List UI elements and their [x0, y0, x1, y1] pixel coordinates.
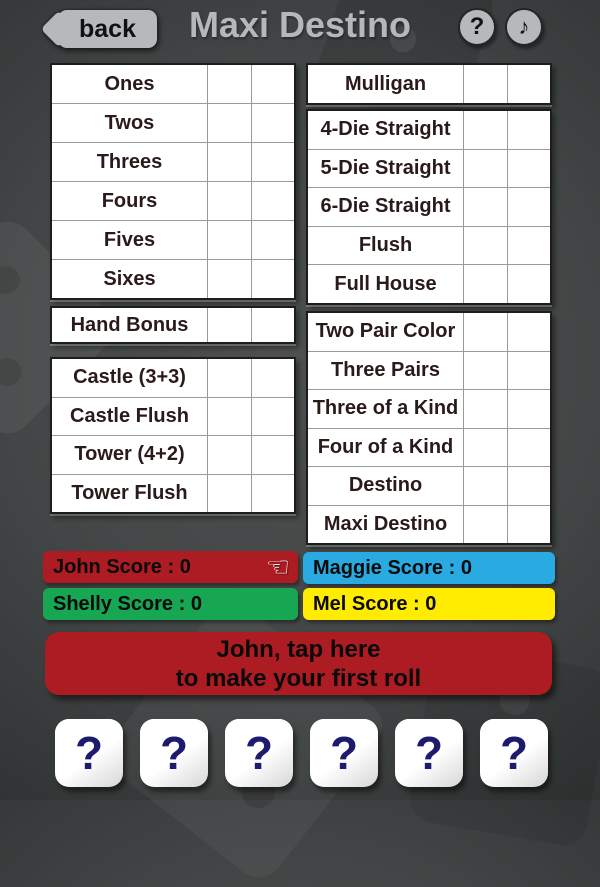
score-cell[interactable] [464, 227, 508, 265]
score-cell[interactable] [252, 221, 295, 259]
score-cell[interactable] [508, 506, 551, 544]
mulligan-table [306, 63, 552, 105]
score-cell[interactable] [464, 467, 508, 505]
row-label: Ones [52, 65, 208, 103]
row-label: Maxi Destino [308, 506, 464, 544]
row-label: Two Pair Color [308, 313, 464, 351]
score-row-castle [52, 359, 294, 398]
score-cell[interactable] [208, 475, 252, 513]
score-row-fives [52, 221, 294, 260]
die-6[interactable] [480, 719, 548, 787]
score-cell[interactable] [208, 260, 252, 298]
upper-section-table [50, 63, 296, 300]
score-row-fours [52, 182, 294, 221]
score-cell[interactable] [508, 150, 551, 188]
row-label: Tower Flush [52, 475, 208, 513]
score-cell[interactable] [208, 308, 252, 342]
player-score-bar-john[interactable] [43, 551, 298, 583]
back-button-label: back [79, 14, 136, 43]
castle-tower-table [50, 357, 296, 514]
score-cell[interactable] [252, 359, 295, 397]
score-cell[interactable] [464, 111, 508, 149]
score-row-three-pairs [308, 352, 550, 391]
score-row-three-of-a-kind [308, 390, 550, 429]
row-label: Sixes [52, 260, 208, 298]
player-score-label: Mel Score : 0 [313, 592, 437, 615]
straights-table [306, 109, 552, 305]
score-cell[interactable] [508, 352, 551, 390]
player-score-label: Shelly Score : 0 [53, 592, 202, 615]
score-row-destino [308, 467, 550, 506]
score-cell[interactable] [508, 313, 551, 351]
score-cell[interactable] [508, 188, 551, 226]
score-row-maxi-destino [308, 506, 550, 544]
score-row-ones [52, 65, 294, 104]
roll-button-line2: to make your first roll [175, 664, 422, 692]
roll-button-line1: John, tap here [216, 635, 381, 663]
score-cell[interactable] [464, 352, 508, 390]
score-cell[interactable] [252, 308, 295, 342]
die-face-unknown: ? [499, 727, 529, 779]
score-row-flush [308, 227, 550, 266]
score-row-hand-bonus [52, 308, 294, 342]
score-row-tower [52, 436, 294, 475]
score-cell[interactable] [208, 104, 252, 142]
score-cell[interactable] [464, 150, 508, 188]
player-score-bar-maggie[interactable] [303, 552, 555, 584]
score-cell[interactable] [252, 104, 295, 142]
score-cell[interactable] [464, 265, 508, 303]
score-cell[interactable] [252, 182, 295, 220]
row-label: Hand Bonus [52, 308, 208, 342]
score-cell[interactable] [252, 436, 295, 474]
score-cell[interactable] [464, 506, 508, 544]
player-score-label: Maggie Score : 0 [313, 556, 472, 579]
question-mark-icon: ? [469, 13, 485, 40]
player-score-bar-shelly[interactable] [43, 588, 298, 620]
roll-button[interactable] [45, 632, 552, 695]
die-3[interactable] [225, 719, 293, 787]
score-cell[interactable] [252, 143, 295, 181]
music-toggle-button[interactable] [505, 8, 543, 46]
score-cell[interactable] [508, 265, 551, 303]
die-face-unknown: ? [74, 727, 104, 779]
row-label: Flush [308, 227, 464, 265]
score-cell[interactable] [508, 429, 551, 467]
score-row-four-of-a-kind [308, 429, 550, 468]
row-label: Castle (3+3) [52, 359, 208, 397]
music-note-icon: ♪ [518, 14, 530, 39]
score-row-4die-straight [308, 111, 550, 150]
row-label: Mulligan [308, 65, 464, 103]
row-label: Four of a Kind [308, 429, 464, 467]
turn-pointer-hand-icon: ☜ [265, 552, 290, 582]
row-label: 4-Die Straight [308, 111, 464, 149]
row-label: 5-Die Straight [308, 150, 464, 188]
score-cell[interactable] [508, 390, 551, 428]
score-cell[interactable] [252, 260, 295, 298]
score-cell[interactable] [208, 359, 252, 397]
score-cell[interactable] [252, 65, 295, 103]
score-row-two-pair-color [308, 313, 550, 352]
row-label: Full House [308, 265, 464, 303]
row-label: Castle Flush [52, 398, 208, 436]
score-cell[interactable] [464, 390, 508, 428]
score-cell[interactable] [464, 188, 508, 226]
score-row-6die-straight [308, 188, 550, 227]
die-face-unknown: ? [414, 727, 444, 779]
help-button[interactable] [458, 8, 496, 46]
die-face-unknown: ? [159, 727, 189, 779]
row-label: Three of a Kind [308, 390, 464, 428]
score-row-tower-flush [52, 475, 294, 513]
row-label: Three Pairs [308, 352, 464, 390]
row-label: Destino [308, 467, 464, 505]
die-4[interactable] [310, 719, 378, 787]
row-label: Fours [52, 182, 208, 220]
score-cell[interactable] [508, 467, 551, 505]
row-label: Twos [52, 104, 208, 142]
combos-table [306, 311, 552, 545]
row-label: Fives [52, 221, 208, 259]
die-face-unknown: ? [244, 727, 274, 779]
die-face-unknown: ? [329, 727, 359, 779]
die-2[interactable] [140, 719, 208, 787]
score-cell[interactable] [252, 398, 295, 436]
row-label: 6-Die Straight [308, 188, 464, 226]
page-title: Maxi Destino [188, 4, 412, 45]
hand-bonus-table [50, 306, 296, 344]
score-cell[interactable] [208, 221, 252, 259]
row-label: Threes [52, 143, 208, 181]
score-row-mulligan [308, 65, 550, 103]
score-cell[interactable] [508, 111, 551, 149]
score-row-castle-flush [52, 398, 294, 437]
score-row-threes [52, 143, 294, 182]
score-cell[interactable] [464, 65, 508, 103]
score-cell[interactable] [208, 65, 252, 103]
player-score-bar-mel[interactable] [303, 588, 555, 620]
score-cell[interactable] [508, 65, 551, 103]
score-cell[interactable] [252, 475, 295, 513]
score-cell[interactable] [208, 143, 252, 181]
player-score-label: John Score : 0 [53, 555, 191, 578]
die-1[interactable] [55, 719, 123, 787]
score-cell[interactable] [208, 182, 252, 220]
die-5[interactable] [395, 719, 463, 787]
score-cell[interactable] [208, 398, 252, 436]
score-cell[interactable] [208, 436, 252, 474]
score-row-twos [52, 104, 294, 143]
score-row-full-house [308, 265, 550, 303]
row-label: Tower (4+2) [52, 436, 208, 474]
score-row-sixes [52, 260, 294, 298]
score-cell[interactable] [464, 313, 508, 351]
score-row-5die-straight [308, 150, 550, 189]
score-cell[interactable] [464, 429, 508, 467]
score-cell[interactable] [508, 227, 551, 265]
